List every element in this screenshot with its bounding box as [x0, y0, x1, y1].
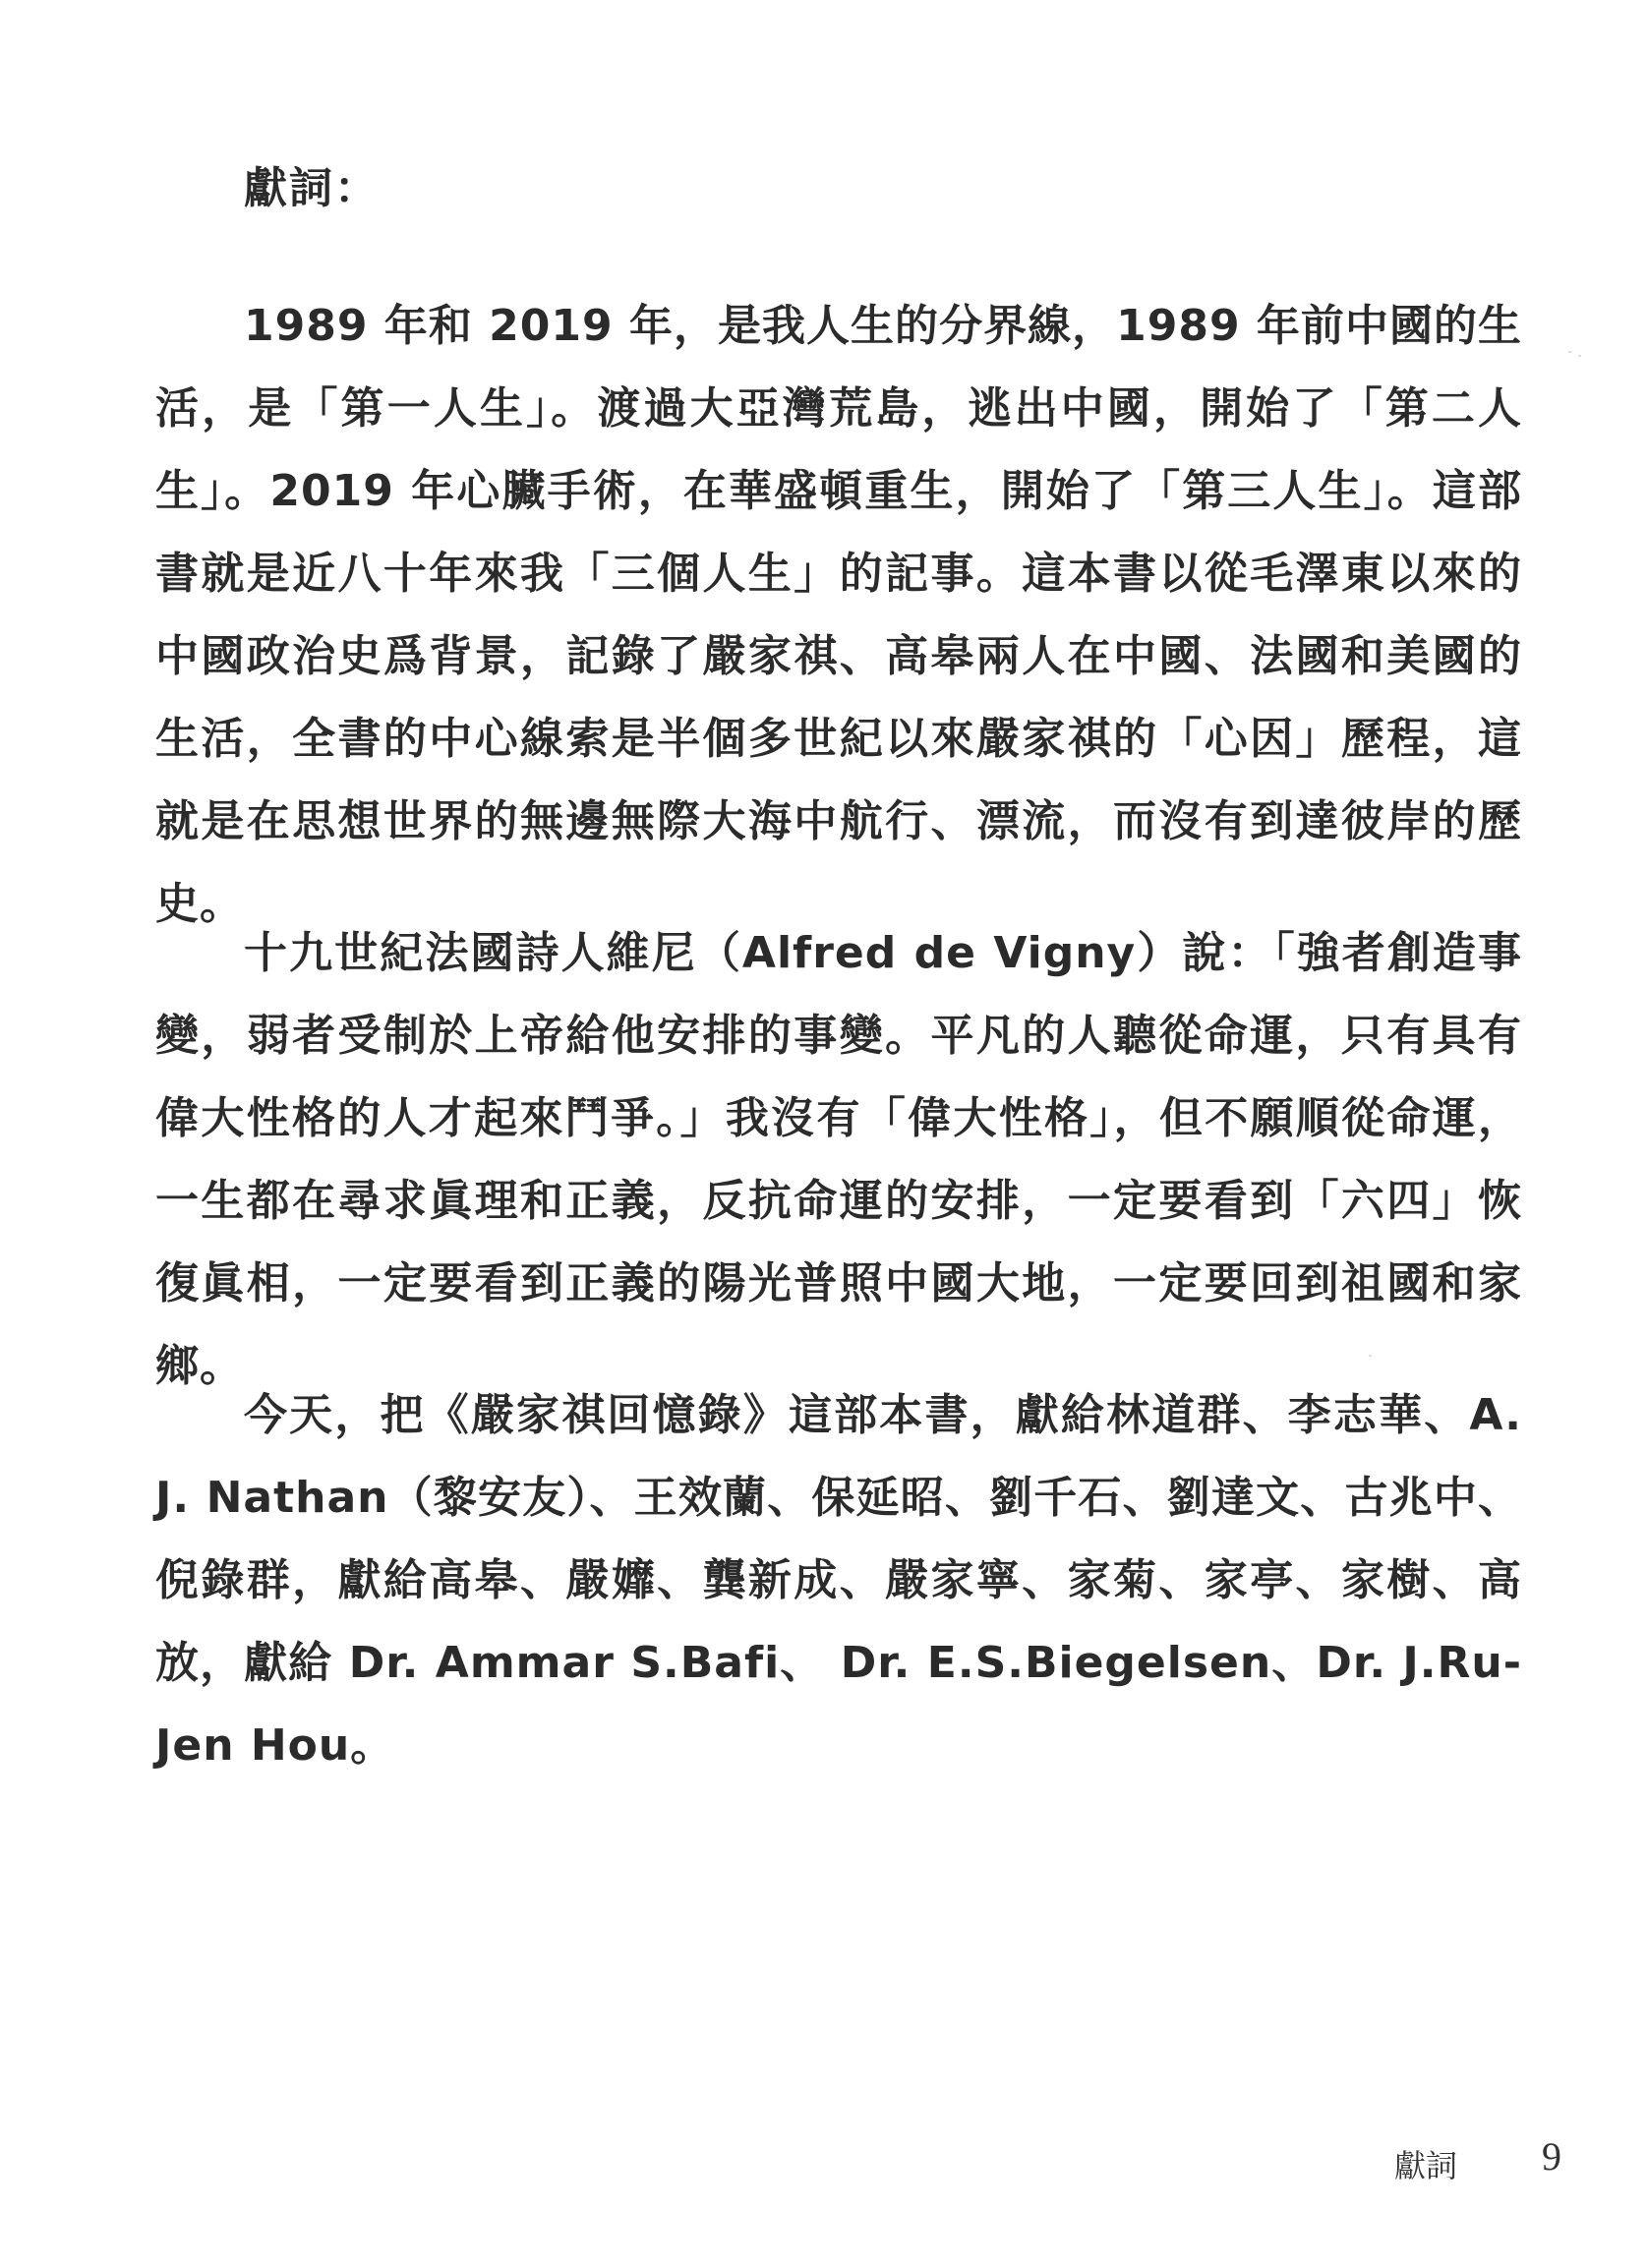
paragraph-vigny-quote: 十九世紀法國詩人維尼（Alfred de Vigny）說：「強者創造事變，弱者受制於上帝給他安排的事變。平凡的人聽從命運，只有具有偉大性格的人才起來鬥爭。」我沒有「偉大性格」，但不願順從命運，一生都在尋求眞理和正義，反抗命運的安排，一定要看到「六四」恢復眞相，一定要看到正義的陽光普照中國大地，一定要回到祖國和家鄉。 [155, 928, 1522, 1391]
scan-speck [1369, 1355, 1372, 1357]
paragraph-dedicatees: 今天，把《嚴家祺回憶錄》這部本書，獻給林道群、李志華、A. J. Nathan（黎安友）、王效蘭、保延昭、劉千石、劉達文、古兆中、倪錄群，獻給高皋、嚴孊、龔新成、嚴家寧、家菊、家亭、家樹、高放，獻給 Dr. Ammar S.Bafi、 Dr. E.S.Biegelsen、Dr. J.Ru-Jen Hou。 [155, 1390, 1522, 1771]
scan-speck [1568, 351, 1571, 353]
paragraph-life-stages: 1989 年和 2019 年，是我人生的分界線，1989 年前中國的生活，是「第一人生」。渡過大亞灣荒島，逃出中國，開始了「第二人生」。2019 年心臟手術，在華盛頓重生，開始了「第三人生」。這部書就是近八十年來我「三個人生」的記事。這本書以從毛澤東以來的中國政治史爲背景，記錄了嚴家祺、高皋兩人在中國、法國和美國的生活，全書的中心線索是半個多世紀以來嚴家祺的「心因」歷程，這就是在思想世界的無邊無際大海中航行、漂流，而沒有到達彼岸的歷史。 [155, 301, 1522, 929]
running-title: 獻詞 [1394, 2147, 1458, 2184]
dedication-heading: 獻詞： [244, 163, 380, 213]
scan-speck [1578, 355, 1581, 357]
page-number: 9 [1542, 2134, 1561, 2179]
